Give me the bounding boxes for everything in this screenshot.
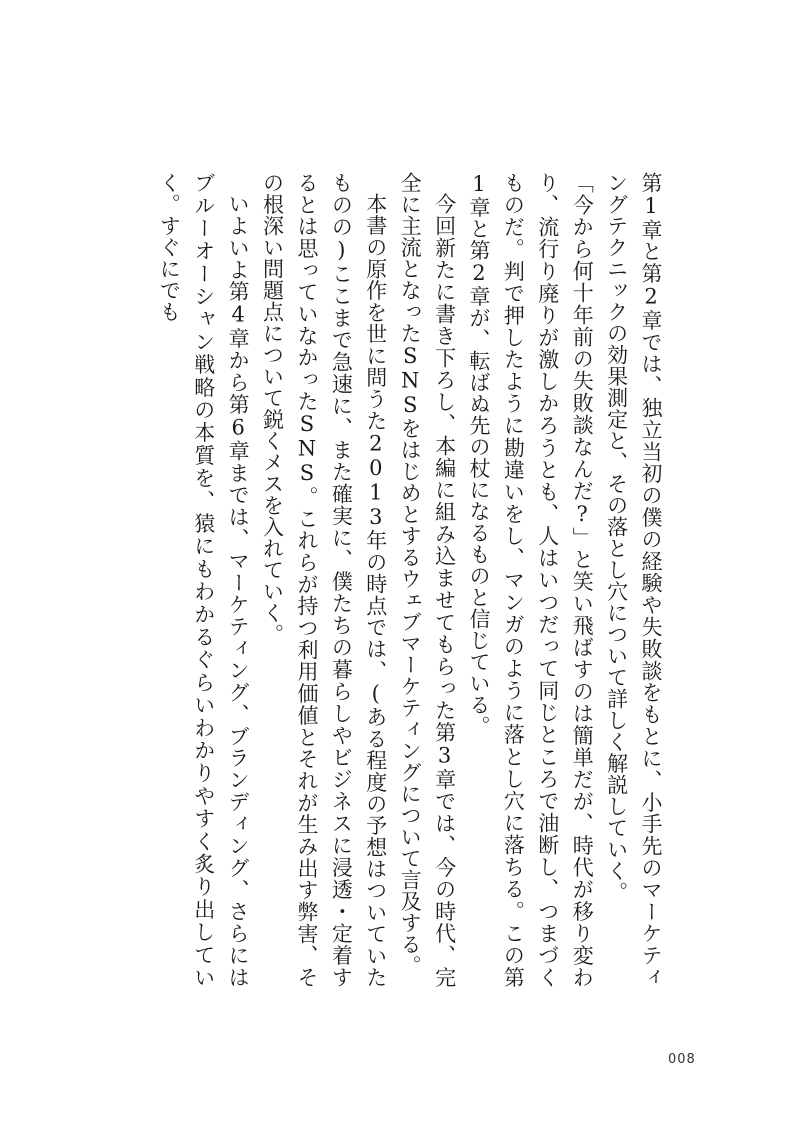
paragraph-2: 「今から何十年前の失敗談なんだ?」と笑い飛ばすのは簡単だが、時代が移り変わり、流行り廃りが激しかろうとも、人はいつだって同じところで油断し、つまづくものだ。判で押したように勘違いをし、マンガのように落とし穴に落ちる。この第1章と第2章が、転ばぬ先の杖になるものと信じている。 <box>466 172 595 989</box>
paragraph-4: 本書の原作を世に問うた2013年の時点では、(ある程度の予想はついていたものの)ここまで急速に、また確実に、僕たちの暮らしやビジネスに浸透・定着するとは思っていなかったSNS。これらが持つ利用価値とそれが生み出す弊害、その根深い問題点について鋭くメスを入れていく。 <box>260 172 388 989</box>
paragraph-3: 今回新たに書き下ろし、本編に組み込ませてもらった第3章では、今の時代、完全に主流となったSNSをはじめとするウェブマーケティングについて言及する。 <box>398 172 457 988</box>
body-text <box>152 172 668 988</box>
page-number: 008 <box>668 1052 696 1067</box>
paragraph-1: 第1章と第2章では、独立当初の僕の経験や失敗談をもとに、小手先のマーケティングテクニックの効果測定と、その落とし穴について詳しく解説していく。 <box>604 172 663 988</box>
paragraph-5: いよいよ第4章から第6章までは、マーケティング、ブランディング、さらにはブルーオーシャン戦略の本質を、猿にもわかるぐらいわかりやすく炙り出していく。すぐにでも <box>157 172 251 988</box>
